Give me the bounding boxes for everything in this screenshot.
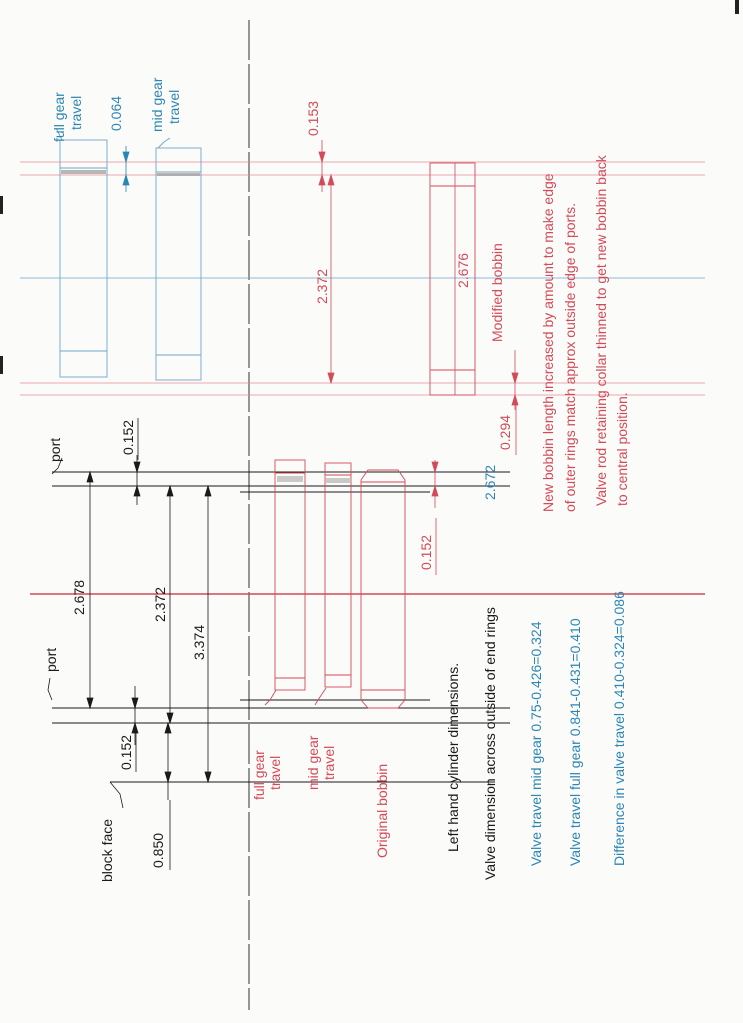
dim-0152-left-label: 0.152: [118, 734, 134, 770]
red-dim-0153-arrow-2: [319, 175, 325, 185]
port-top-label: port: [47, 437, 63, 462]
red-labels-upper: [305, 101, 513, 450]
dim-0152-right-label: 0.152: [120, 419, 136, 455]
mid-gear-blue-label-2: travel: [166, 89, 182, 124]
red-valve-shading: [277, 476, 350, 483]
original-bobbin-label: Original bobbin: [374, 763, 390, 858]
scan-mark-corner: [735, 0, 739, 14]
dim-0850-arrow-1: [165, 772, 171, 782]
dim-0152-right-arrow-2: [134, 486, 140, 496]
new-bobbin-note-4: to central position.: [614, 392, 630, 506]
full-gear-red-label-1: full gear: [251, 750, 267, 800]
blue-dim-0064-label: 0.064: [108, 95, 124, 131]
red-dim-0294-arrow-1: [512, 373, 518, 383]
black-reference-lines: [52, 20, 510, 1010]
dim-2372-arrow-bottom: [167, 713, 173, 723]
red-valves-lower: [265, 460, 405, 708]
red-dim-0152-arrow-2: [432, 486, 438, 496]
full-gear-red-shading: [277, 476, 303, 482]
original-bobbin-outline: [361, 470, 405, 708]
valve-dimension-value: 2.672: [482, 464, 498, 500]
valve-dimension-label: Valve dimension across outside of end rings: [482, 607, 498, 880]
modified-bobbin-label: Modified bobbin: [489, 243, 505, 342]
mid-gear-red-label-2: travel: [321, 745, 337, 780]
dim-0850-label: 0.850: [150, 832, 166, 868]
blue-valves: [56, 128, 201, 380]
new-bobbin-note-2: of outer rings match approx outside edge of ports.: [562, 203, 578, 512]
scan-mark-top: [0, 196, 3, 214]
dim-0152-right-arrow-1: [134, 462, 140, 472]
red-dim-2676-label: 2.676: [455, 252, 471, 288]
dim-2372-arrow-top: [167, 486, 173, 496]
red-dim-0294-label: 0.294: [497, 414, 513, 450]
dim-2678-arrow-bottom: [87, 698, 93, 708]
port-bottom-label: port: [43, 647, 59, 672]
mid-gear-blue-shading: [157, 173, 200, 176]
red-labels-lower: [251, 535, 434, 858]
new-bobbin-note-1: New bobbin length increased by amount to make edge: [540, 173, 556, 512]
travel-full-note: Valve travel full gear 0.841-0.431=0.410: [567, 618, 583, 866]
full-gear-blue-label-1: full gear: [51, 92, 67, 142]
notes-block: [445, 154, 630, 880]
full-gear-blue-label-2: travel: [68, 95, 84, 130]
full-gear-red-leader: [265, 690, 276, 705]
travel-diff-note: Difference in valve travel 0.410-0.324=0.086: [611, 591, 627, 866]
dim-2678-label: 2.678: [71, 579, 87, 615]
dim-0152-left-arrow-1: [132, 698, 138, 708]
dim-2678-arrow-top: [87, 472, 93, 482]
block-face-leader: [110, 782, 123, 808]
dim-3374-arrow-top: [205, 486, 211, 496]
mid-gear-blue-leader: [158, 138, 170, 148]
blue-dim-0064-arrow-2: [123, 175, 129, 185]
dim-3374-arrow-bottom: [205, 772, 211, 782]
dim-0152-left-arrow-2: [132, 723, 138, 733]
mid-gear-red-leader: [315, 688, 326, 705]
dim-0850-arrow-2: [165, 723, 171, 733]
drawing-title: Left hand cylinder dimensions.: [445, 662, 461, 852]
blue-dim-0064-arrow-1: [123, 152, 129, 162]
full-gear-red-label-2: travel: [267, 755, 283, 790]
black-labels: [43, 420, 207, 882]
blue-dim-0064: [123, 146, 129, 192]
full-gear-blue-shading: [61, 170, 106, 174]
dim-3374-label: 3.374: [191, 624, 207, 660]
red-dim-0153-arrow-1: [319, 152, 325, 162]
red-dim-2372-arrow-bottom: [328, 373, 334, 383]
red-dim-0294-arrow-2: [512, 395, 518, 405]
block-face-label: block face: [99, 818, 115, 882]
red-dim-0153-label: 0.153: [305, 100, 321, 136]
mid-gear-red-label-1: mid gear: [305, 735, 321, 790]
mid-gear-valve-red: [325, 463, 351, 687]
new-bobbin-note-3: Valve rod retaining collar thinned to get new bobbin back: [593, 155, 609, 506]
mid-gear-red-shading: [326, 478, 350, 483]
dim-2372-label: 2.372: [152, 586, 168, 622]
scan-mark-bottom: [0, 356, 3, 374]
red-dim-0152-label: 0.152: [418, 534, 434, 570]
travel-mid-note: Valve travel mid gear 0.75-0.426=0.324: [528, 621, 544, 866]
mid-gear-valve-blue: [156, 148, 201, 380]
port-bottom-leader: [48, 678, 52, 700]
blue-labels: [51, 77, 182, 142]
red-dim-2372-label: 2.372: [314, 268, 330, 304]
mid-gear-blue-label-1: mid gear: [149, 77, 165, 132]
scan-marks: [0, 0, 739, 374]
full-gear-valve-red: [275, 460, 305, 690]
red-dim-2372-arrow-top: [328, 175, 334, 185]
full-gear-valve-blue: [60, 140, 107, 377]
red-dim-0152-arrow-1: [432, 462, 438, 472]
